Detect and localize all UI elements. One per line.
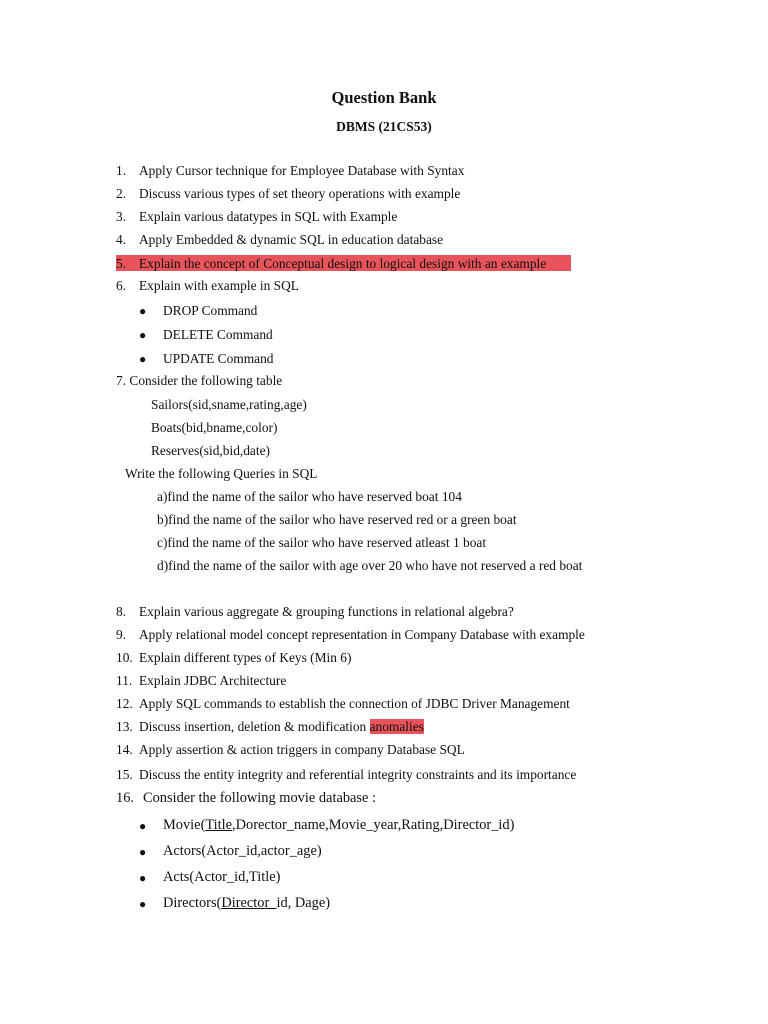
question-text: Apply SQL commands to establish the connection of JDBC Driver Management [139,696,570,711]
schema-item: Acts(Actor_id,Title) [163,869,281,885]
question-text-main: Discuss insertion, deletion & modification [139,719,370,734]
bullet-icon: ● [139,304,147,318]
bullet-item: UPDATE Command [163,351,274,366]
question-text: Consider the following movie database : [143,790,376,806]
bullet-icon: ● [139,328,147,342]
question-number: 3. [116,209,127,224]
question-text: Explain with example in SQL [139,278,299,293]
question-number: 6. [116,278,127,293]
question-text: Discuss the entity integrity and referential integrity constraints and its importance [139,767,577,782]
question-number: 12. [116,696,133,711]
bullet-icon: ● [139,845,147,859]
question-text: Apply Cursor technique for Employee Database with Syntax [139,163,465,178]
question-text [139,719,424,735]
schema-item: Actors(Actor_id,actor_age) [163,843,322,859]
bullet-icon: ● [139,871,147,885]
schema-text: Movie( [163,817,206,833]
schema-key: Title [205,817,233,833]
question-number: 8. [116,604,127,619]
query-item: d)find the name of the sailor with age over 20 who have not reserved a red boat [157,558,583,573]
question-text: Explain various datatypes in SQL with Example [139,209,398,224]
schema-text: id, Dage) [276,895,331,911]
schema-item [163,817,514,833]
question-text: Apply relational model concept representation in Company Database with example [139,627,585,642]
schema-text: ,Dorector_name,Movie_year,Rating,Director_id) [232,817,515,833]
question-text: Explain different types of Keys (Min 6) [139,650,352,665]
bullet-icon: ● [139,819,147,833]
question-number: 5. [116,256,127,271]
instruction-text: Write the following Queries in SQL [125,466,318,481]
question-text: Explain the concept of Conceptual design to logical design with an example [139,256,547,271]
bullet-item: DELETE Command [163,327,273,342]
question-text: Apply assertion & action triggers in company Database SQL [139,742,465,757]
query-item: c)find the name of the sailor who have reserved atleast 1 boat [157,535,487,550]
question-number: 16. [116,790,134,806]
question-number: 1. [116,163,127,178]
query-item: a)find the name of the sailor who have reserved boat 104 [157,489,462,504]
highlighted-word: anomalies [369,719,424,734]
table-schema: Boats(bid,bname,color) [151,420,278,435]
question-text: Apply Embedded & dynamic SQL in education database [139,232,444,247]
question-number: 4. [116,232,127,247]
bullet-icon: ● [139,352,147,366]
question-number: 13. [116,719,133,734]
question-number: 11. [116,673,133,688]
query-item: b)find the name of the sailor who have reserved red or a green boat [157,512,517,527]
question-text: Explain various aggregate & grouping functions in relational algebra? [139,604,514,619]
bullet-item: DROP Command [163,303,258,318]
question-number: 15. [116,767,133,782]
page-subtitle: DBMS (21CS53) [336,119,432,134]
page-title: Question Bank [331,88,437,107]
question-number: 14. [116,742,133,757]
question-text: Explain JDBC Architecture [139,673,287,688]
question-number: 10. [116,650,133,665]
bullet-icon: ● [139,897,147,911]
question-number: 2. [116,186,127,201]
question-text: 7. Consider the following table [116,373,283,388]
schema-text: Directors( [163,895,222,911]
table-schema: Reserves(sid,bid,date) [151,443,270,458]
question-text: Discuss various types of set theory operations with example [139,186,461,201]
schema-item [163,895,330,911]
question-number: 9. [116,627,127,642]
table-schema: Sailors(sid,sname,rating,age) [151,397,307,412]
schema-key: Director_ [221,895,277,911]
